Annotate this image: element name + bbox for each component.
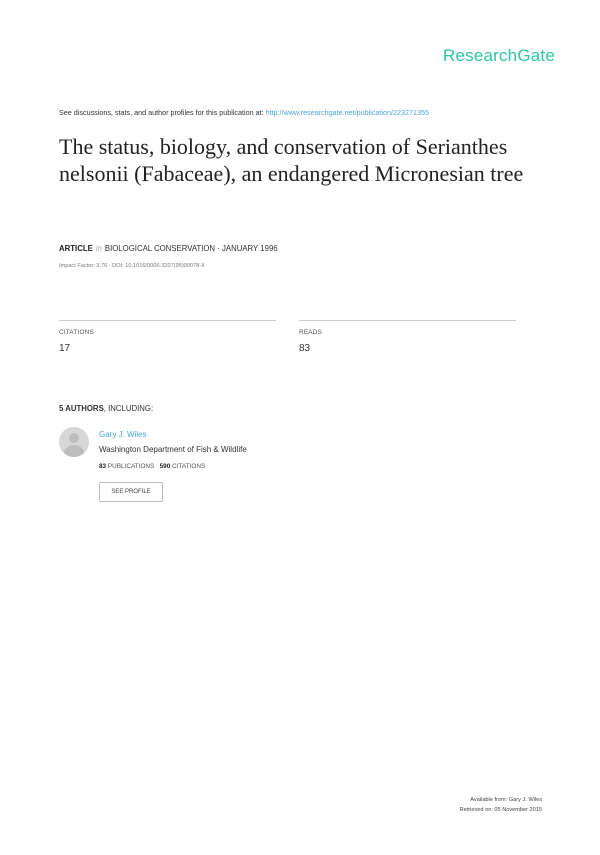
author-citations-label: CITATIONS xyxy=(172,463,206,470)
see-profile-button[interactable]: SEE PROFILE xyxy=(99,482,163,502)
avatar-body-shape xyxy=(64,445,84,457)
avatar-head-shape xyxy=(69,433,79,443)
author-affiliation: Washington Department of Fish & Wildlife xyxy=(99,445,247,454)
citations-value: 17 xyxy=(59,343,71,354)
discussion-text: See discussions, stats, and author profiles for this publication at: xyxy=(59,108,264,117)
author-stats xyxy=(99,463,205,470)
in-label: in xyxy=(95,244,102,253)
article-type: ARTICLE xyxy=(59,244,93,253)
page-title: The status, biology, and conservation of Serianthes nelsonii (Fabaceae), an endangered Micronesian tree xyxy=(59,134,524,186)
journal-info: BIOLOGICAL CONSERVATION · JANUARY 1996 xyxy=(104,244,278,253)
avatar[interactable] xyxy=(59,427,89,457)
article-meta xyxy=(59,244,278,253)
authors-heading-suffix: , INCLUDING: xyxy=(103,404,154,413)
reads-label: READS xyxy=(299,329,323,336)
reads-value: 83 xyxy=(299,343,311,354)
available-from: Available from: Gary J. Wiles xyxy=(470,797,542,803)
citations-divider xyxy=(59,320,276,321)
authors-count: 5 AUTHORS xyxy=(59,404,104,413)
discussion-notice xyxy=(59,108,429,117)
researchgate-logo: ResearchGate xyxy=(442,46,555,65)
impact-factor: Impact Factor: 3.76 · DOI: 10.1016/0006-3207(95)00078-X xyxy=(59,263,205,269)
publication-link[interactable]: http://www.researchgate.net/publication/223271355 xyxy=(265,108,429,117)
publications-label: PUBLICATIONS xyxy=(107,463,155,470)
reads-divider xyxy=(299,320,516,321)
authors-heading xyxy=(59,404,153,413)
author-citations-count: 590 xyxy=(159,463,171,470)
author-name-link[interactable]: Gary J. Wiles xyxy=(99,430,147,439)
retrieved-on: Retrieved on: 05 November 2015 xyxy=(459,807,542,813)
publications-count: 83 xyxy=(99,463,107,470)
citations-label: CITATIONS xyxy=(59,329,94,336)
